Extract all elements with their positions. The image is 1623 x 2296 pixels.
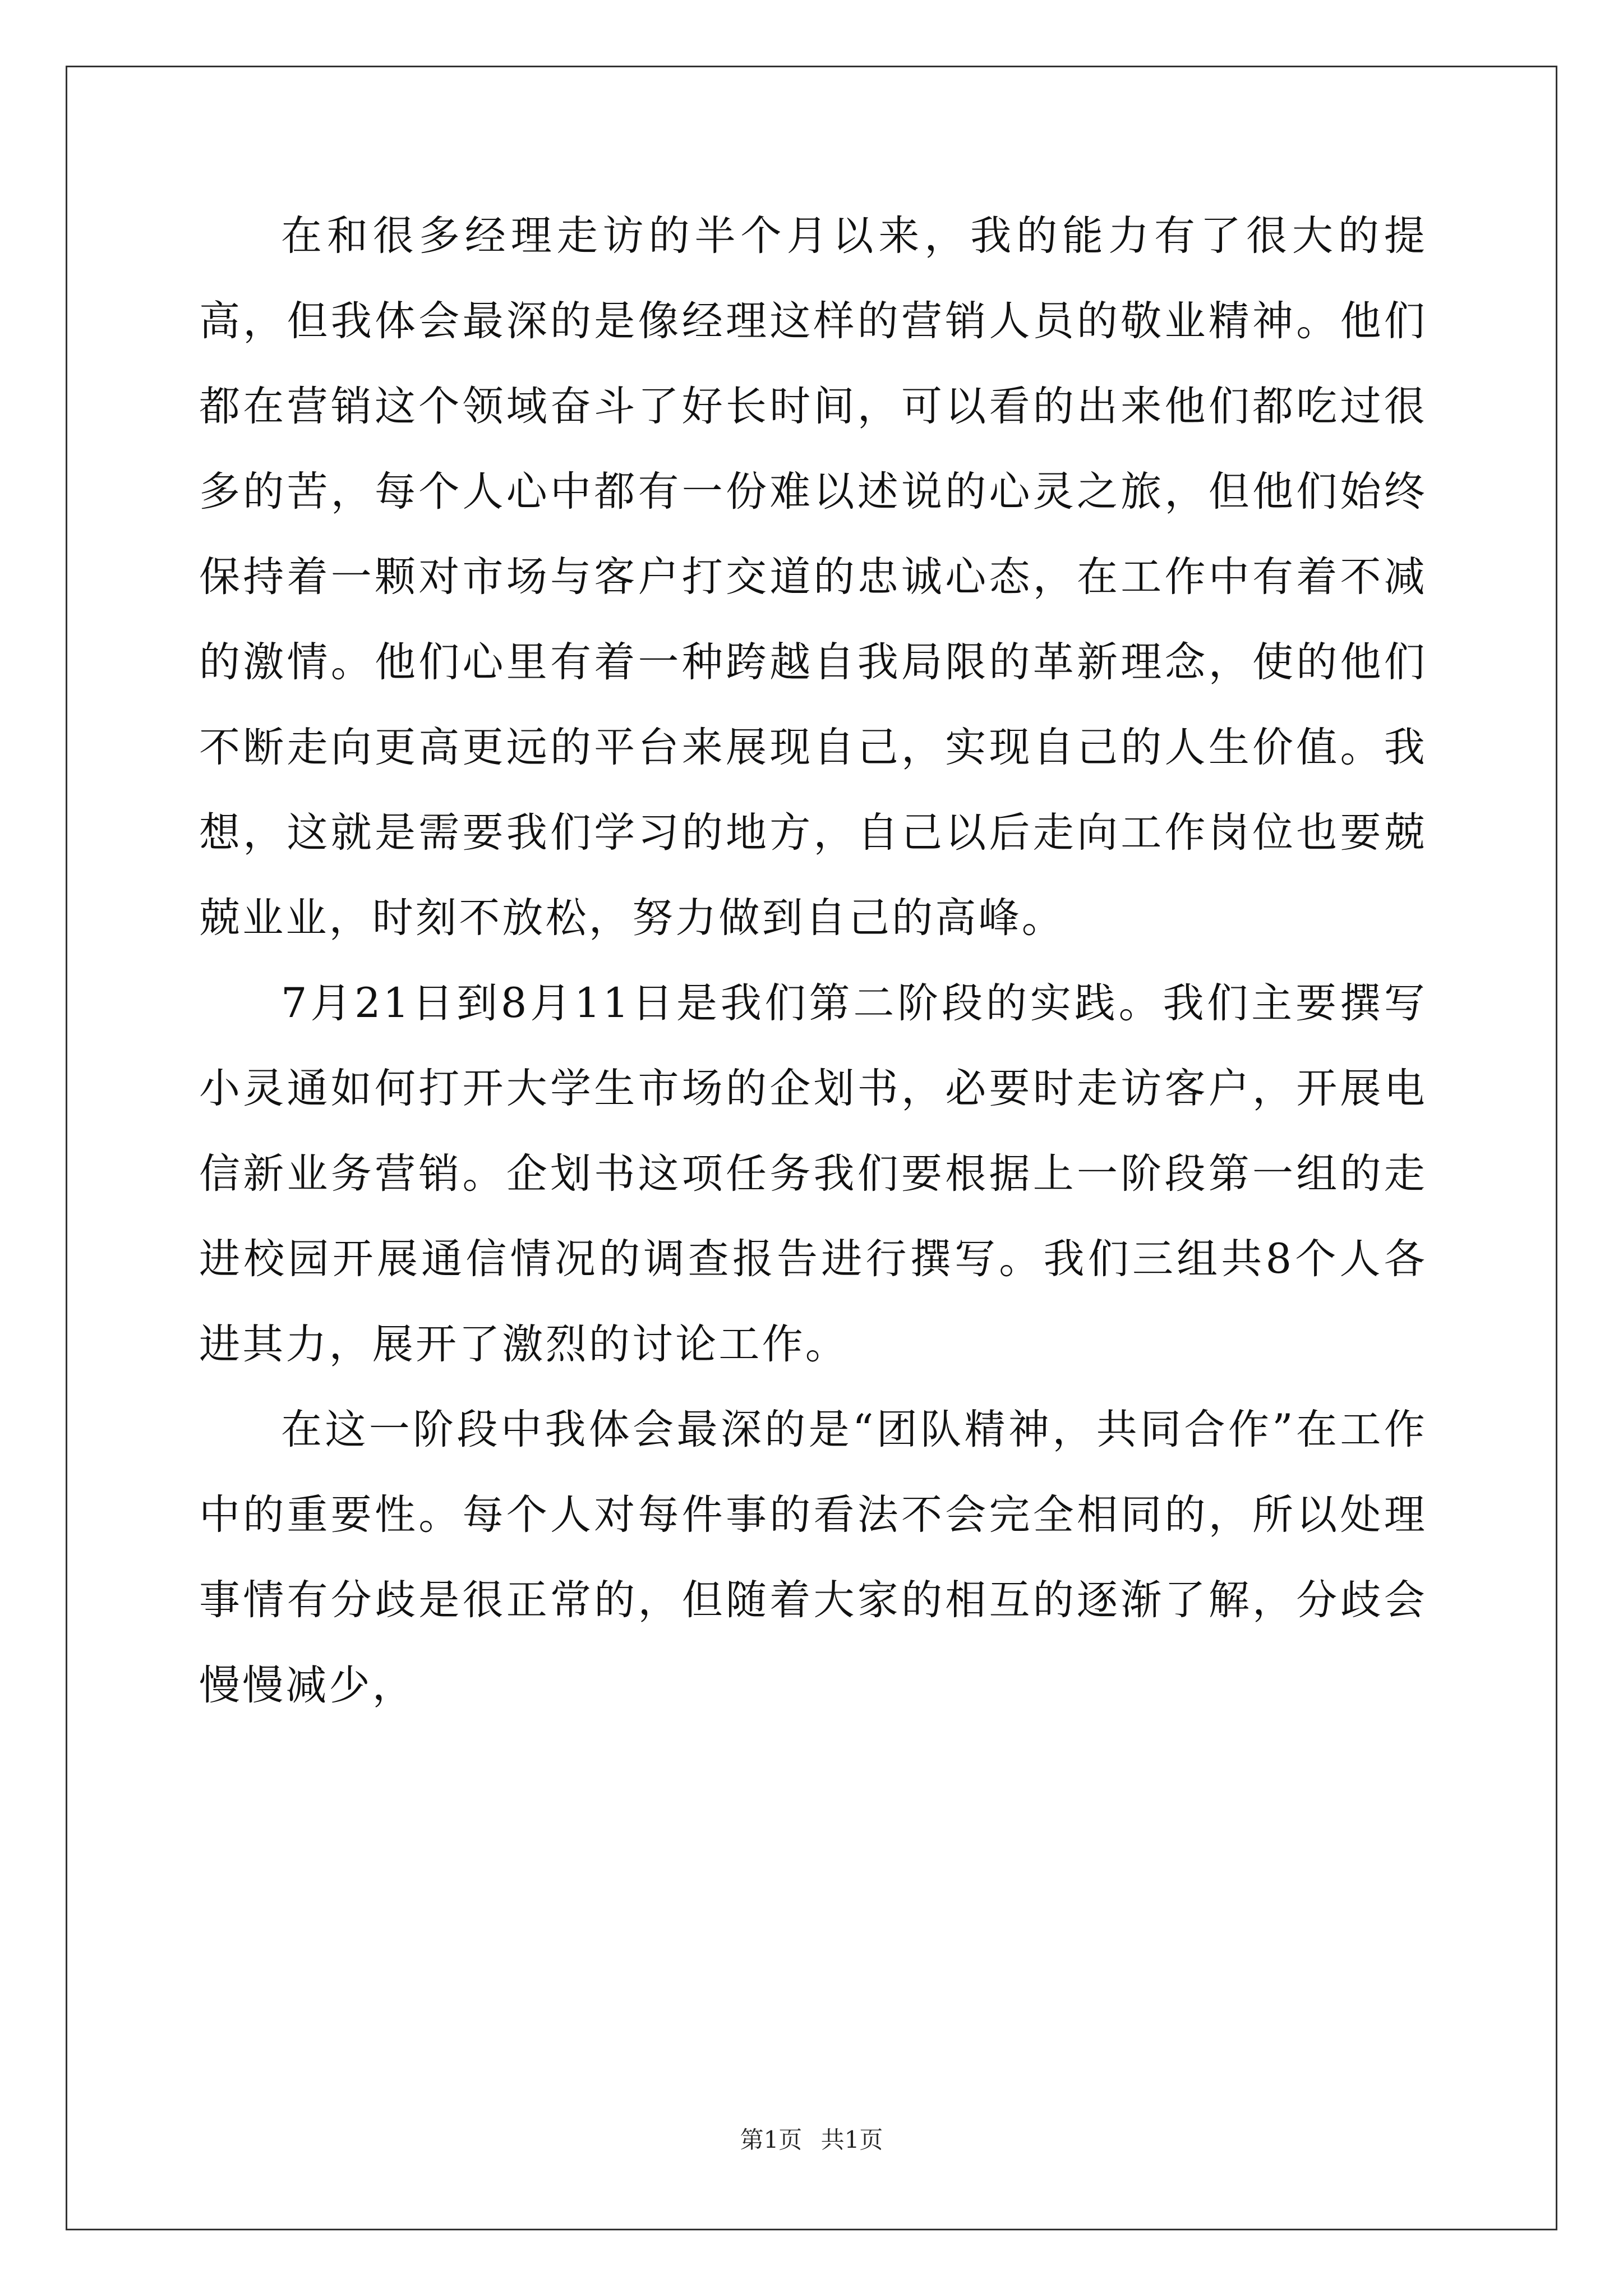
paragraph-3: 在这一阶段中我体会最深的是“团队精神，共同合作”在工作中的重要性。每个人对每件事的看法不会完全相同的，所以处理事情有分歧是很正常的，但随着大家的相互的逐渐了解，分歧会慢慢减少， (199, 1406, 1427, 1709)
page-footer (0, 2123, 1623, 2157)
page-number: 第1页 (740, 2126, 803, 2154)
paragraph-1: 在和很多经理走访的半个月以来，我的能力有了很大的提高，但我体会最深的是像经理这样的营销人员的敬业精神。他们都在营销这个领域奋斗了好长时间，可以看的出来他们都吃过很多的苦，每个人心中都有一份难以述说的心灵之旅，但他们始终保持着一颗对市场与客户打交道的忠诚心态，在工作中有着不减的激情。他们心里有着一种跨越自我局限的革新理念，使的他们不断走向更高更远的平台来展现自己，实现自己的人生价值。我想，这就是需要我们学习的地方，自己以后走向工作岗位也要兢兢业业，时刻不放松，努力做到自己的高峰。 (199, 212, 1427, 942)
page-total: 共1页 (820, 2126, 883, 2154)
document-body (199, 194, 1427, 1728)
paragraph-2: 7月21日到8月11日是我们第二阶段的实践。我们主要撰写小灵通如何打开大学生市场的企划书，必要时走访客户，开展电信新业务营销。企划书这项任务我们要根据上一阶段第一组的走进校园开展通信情况的调查报告进行撰写。我们三组共8个人各进其力，展开了激烈的讨论工作。 (199, 979, 1427, 1368)
